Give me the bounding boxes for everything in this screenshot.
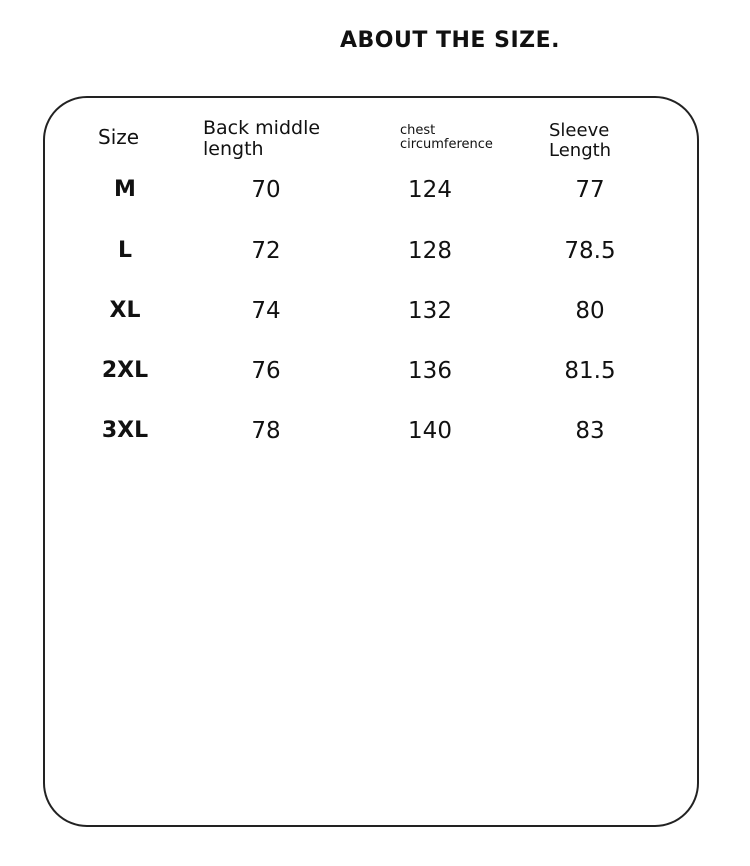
header-chest-line-2: circumference [400,137,493,153]
header-back-line-2: length [203,137,264,160]
size-table-panel [43,96,699,827]
cell-chest: 128 [408,238,452,264]
cell-chest: 132 [408,298,452,324]
header-chest-line-1: chest [400,123,436,138]
cell-chest: 136 [408,358,452,384]
cell-sleeve: 78.5 [564,238,616,264]
header-sleeve-line-2: Length [549,139,612,161]
cell-back-length: 70 [251,177,281,203]
cell-size: M [114,177,136,202]
cell-size: 2XL [101,358,149,383]
cell-size: 3XL [101,418,149,443]
cell-sleeve: 80 [575,298,605,324]
header-sleeve-line-1: Sleeve [549,120,610,141]
cell-back-length: 74 [251,298,281,324]
cell-size: L [117,238,133,263]
header-sleeve-length [549,121,611,161]
cell-sleeve: 83 [575,418,605,444]
page-title: ABOUT THE SIZE. [339,28,560,53]
header-chest-circumference [400,124,493,153]
cell-back-length: 72 [251,238,281,264]
header-back-middle-length [203,118,320,160]
cell-chest: 124 [408,177,452,203]
header-size: Size [98,125,140,149]
cell-chest: 140 [408,418,452,444]
header-back-line-1: Back middle [203,117,321,139]
cell-size: XL [109,298,141,323]
cell-sleeve: 81.5 [564,358,616,384]
cell-back-length: 76 [251,358,281,384]
cell-sleeve: 77 [575,177,605,203]
cell-back-length: 78 [251,418,281,444]
